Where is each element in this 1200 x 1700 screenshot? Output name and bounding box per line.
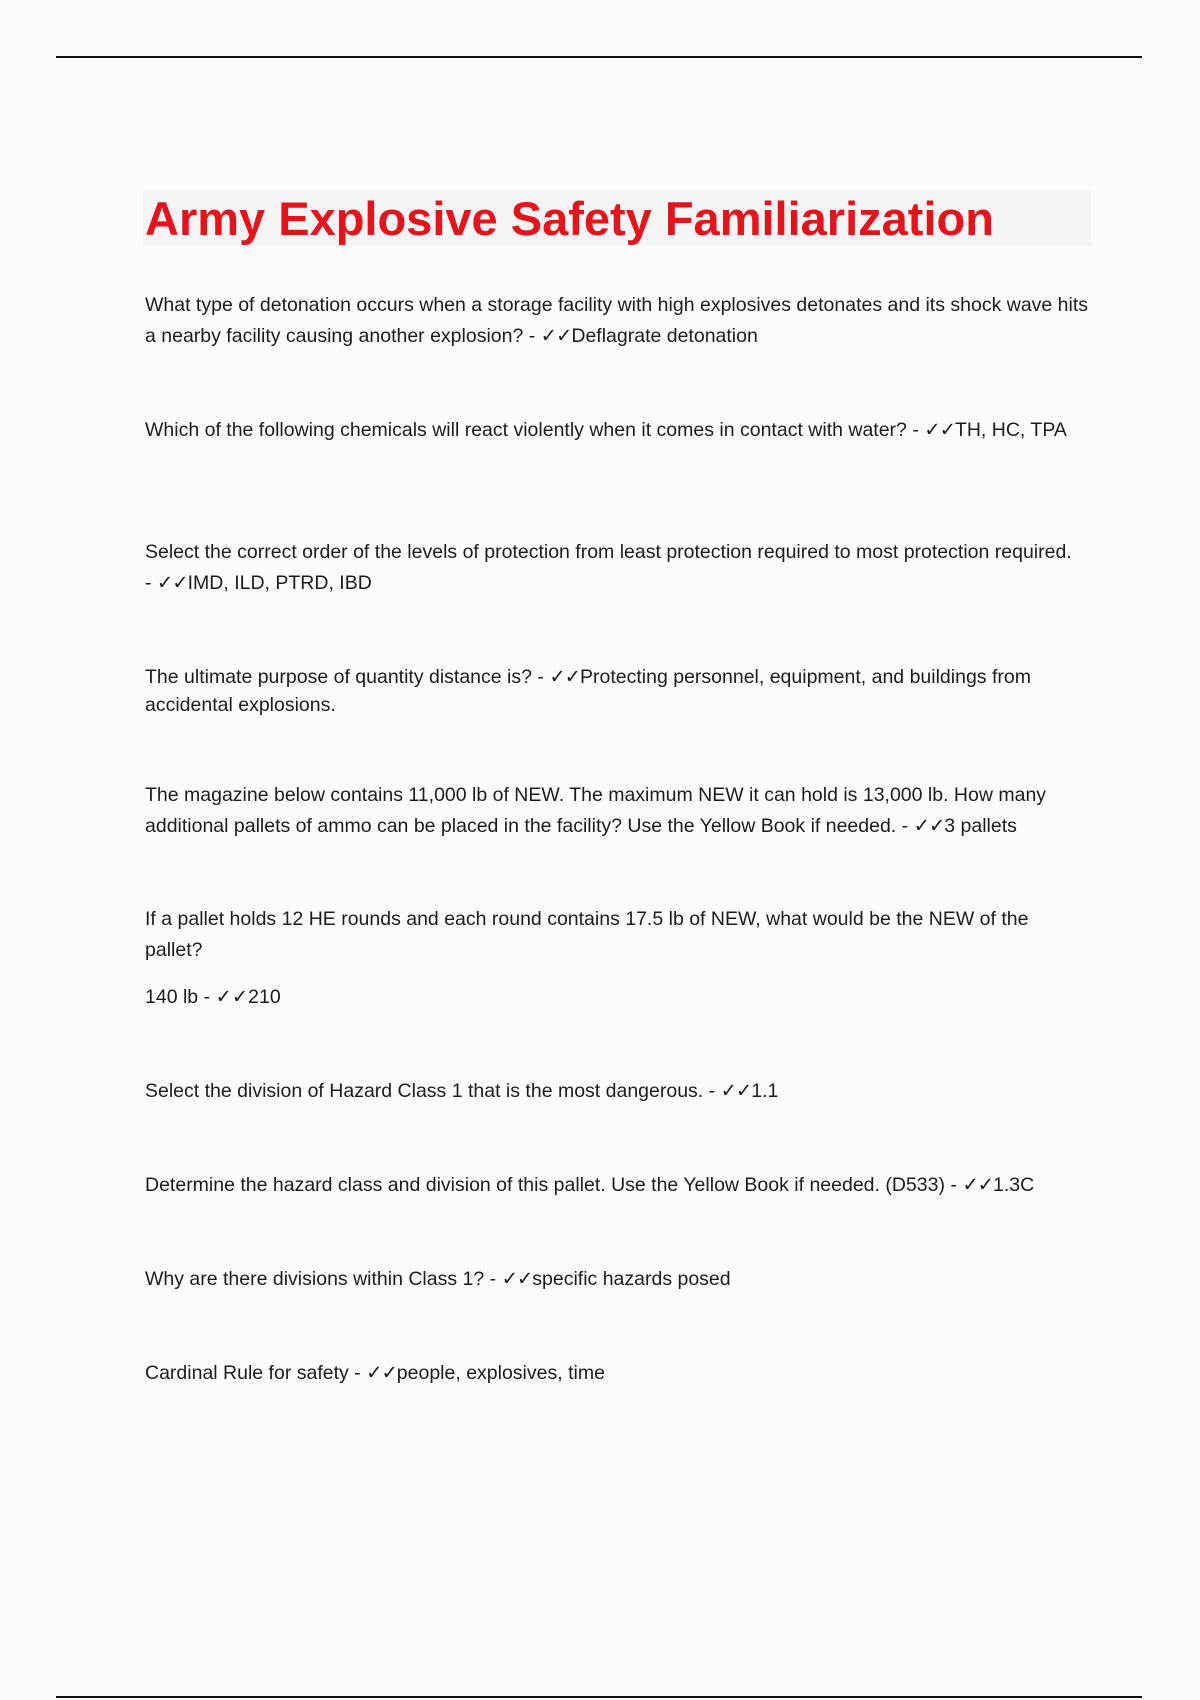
answer-text: people, explosives, time [396,1362,605,1384]
qa-item-8 [145,1170,1095,1201]
question-text: Cardinal Rule for safety [145,1362,349,1384]
question-text: Select the correct order of the levels of protection from least protection required to most protection required. [145,541,1072,563]
separator: - [703,1080,721,1102]
answer-text: 210 [248,986,281,1008]
question-text: The ultimate purpose of quantity distance is? [145,666,532,688]
double-check-icon: ✓✓ [924,419,955,441]
double-check-icon: ✓✓ [366,1362,397,1384]
top-rule [56,56,1142,58]
separator: - [523,325,541,347]
double-check-icon: ✓✓ [962,1174,993,1196]
answer-text: TH, HC, TPA [954,419,1067,441]
question-text: The magazine below contains 11,000 lb of NEW. The maximum NEW it can hold is 13,000 lb. How many additional pallets of ammo can be placed in the facility? Use the Yellow Book if needed. [145,784,1047,837]
separator: - [145,572,157,594]
answer-text: Protecting personnel, equipment, and buildings from accidental explosions. [145,666,1031,716]
double-check-icon: ✓✓ [215,986,249,1008]
question-text: If a pallet holds 12 HE rounds and each round contains 17.5 lb of NEW, what would be the NEW of the pallet? [145,908,1029,961]
answer-text: 1.1 [751,1080,779,1102]
answer-text: specific hazards posed [532,1268,731,1290]
qa-item-2 [145,416,1095,444]
answer-text: 1.3C [993,1174,1035,1196]
option-text: 140 lb [145,986,199,1008]
double-check-icon: ✓✓ [913,815,945,837]
qa-item-9 [145,1264,1095,1295]
double-check-icon: ✓✓ [540,325,572,347]
separator: - [906,419,925,441]
qa-item-1 [145,290,1095,352]
question-text: Why are there divisions within Class 1? [145,1268,485,1290]
qa-item-6 [145,904,1085,966]
document-title: Army Explosive Safety Familiarization [145,192,994,245]
qa-item-7 [145,1076,1095,1107]
question-text: Which of the following chemicals will react violently when it comes in contact with water? [145,419,907,441]
question-text: Select the division of Hazard Class 1 that is the most dangerous. [145,1080,704,1102]
answer-text: IMD, ILD, PTRD, IBD [187,572,372,594]
qa-item-10 [145,1358,1095,1389]
answer-text: 3 pallets [944,815,1017,837]
bottom-rule [56,1696,1142,1698]
double-check-icon: ✓✓ [549,666,581,688]
question-text: Determine the hazard class and division of this pallet. Use the Yellow Book if needed. (D533) [145,1174,945,1196]
double-check-icon: ✓✓ [720,1080,752,1102]
question-text: What type of detonation occurs when a storage facility with high explosives detonates and its shock wave hits a nearby facility causing another explosion? [145,294,1089,347]
qa-item-5 [145,780,1095,842]
qa-item-4 [145,663,1095,719]
separator: - [348,1362,367,1384]
separator: - [484,1268,502,1290]
answer-text: Deflagrate detonation [571,325,758,347]
separator: - [198,986,216,1008]
separator: - [531,666,550,688]
qa-item-3 [145,537,1075,599]
double-check-icon: ✓✓ [156,572,188,594]
qa-item-6-answer [145,982,281,1013]
separator: - [944,1174,963,1196]
separator: - [896,815,914,837]
double-check-icon: ✓✓ [501,1268,533,1290]
